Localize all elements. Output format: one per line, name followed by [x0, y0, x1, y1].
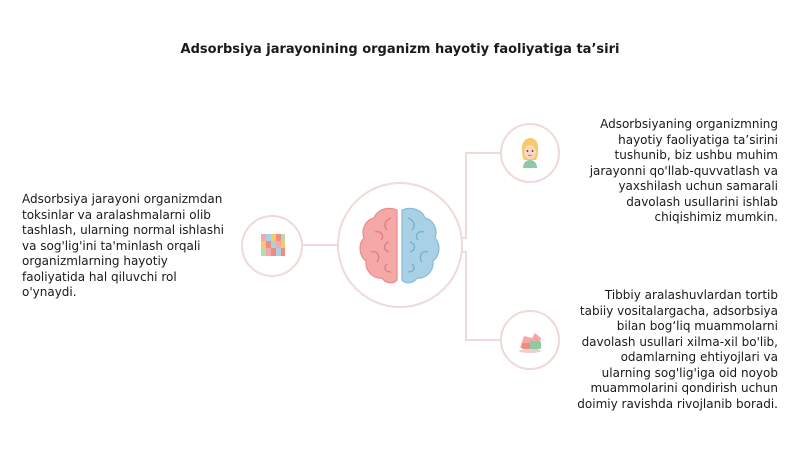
- top-right-node: [500, 123, 560, 183]
- molecules-icon: [243, 217, 301, 275]
- diagram-title: Adsorbsiya jarayonining organizm hayotiy faoliyatiga ta’siri: [180, 42, 620, 57]
- medicine-icon: [502, 312, 558, 368]
- bottom-right-description: Tibbiy aralashuvlardan tortib tabiiy vositalargacha, adsorbsiya bilan bog‘liq muammolarni davolash usullari xilma-xil bo'lib, odamlarning ehtiyojlari va ularning sog'lig'iga oid noyob muammolarini qondirish uchun doimiy ravishda rivojlanib boradi.: [577, 288, 778, 411]
- top-right-description: Adsorbsiyaning organizmning hayotiy faoliyatiga ta’sirini tushunib, biz ushbu muhim jarayonni qo'llab-quvvatlash va yaxshilash uchun samarali davolash usullarini ishlab chiqishimiz mumkin.: [589, 117, 778, 224]
- person-icon: [502, 125, 558, 181]
- left-node: [241, 215, 303, 277]
- connector-top-right: [462, 153, 500, 238]
- brain-icon: [339, 184, 461, 306]
- connector-bottom-right: [462, 252, 500, 340]
- center-node: [337, 182, 463, 308]
- left-description: Adsorbsiya jarayoni organizmdan toksinlar va aralashmalarni olib tashlash, ularning normal ishlashi va sog'lig'ini ta'minlash orqali organizmlarning hayotiy faoliyatida hal qiluvchi rol o'ynaydi.: [22, 192, 225, 299]
- bottom-right-node: [500, 310, 560, 370]
